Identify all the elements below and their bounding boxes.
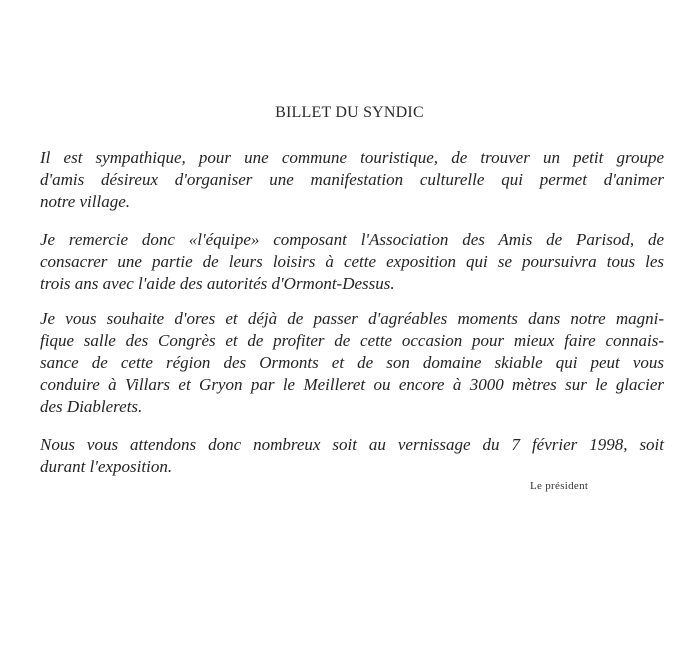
paragraph-line: notre village. — [40, 192, 131, 211]
paragraph-line: conduire à Villars et Gryon par le Meilleret ou encore à 3000 mètres sur le glacier — [40, 375, 664, 394]
paragraph-4 — [40, 434, 664, 478]
paragraph-3 — [40, 308, 664, 418]
document-title: BILLET DU SYNDIC — [275, 104, 424, 121]
paragraph-line: fique salle des Congrès et de profiter de cette occasion pour mieux faire connais- — [40, 331, 664, 350]
paragraph-line: des Diablerets. — [40, 397, 143, 416]
paragraph-line: sance de cette région des Ormonts et de son domaine skiable qui peut vous — [40, 353, 664, 372]
paragraph-line: Il est sympathique, pour une commune touristique, de trouver un petit groupe — [40, 148, 664, 167]
paragraph-line: d'amis désireux d'organiser une manifestation culturelle qui permet d'animer — [40, 170, 664, 189]
paragraph-line: durant l'exposition. — [40, 457, 173, 476]
paragraph-1 — [40, 147, 664, 213]
paragraph-line: Je remercie donc «l'équipe» composant l'Association des Amis de Parisod, de — [40, 230, 664, 249]
paragraph-2 — [40, 229, 664, 295]
paragraph-line: Je vous souhaite d'ores et déjà de passer d'agréables moments dans notre magni- — [40, 309, 664, 328]
paragraph-line: Nous vous attendons donc nombreux soit au vernissage du 7 février 1998, soit — [40, 435, 664, 454]
paragraph-line: consacrer une partie de leurs loisirs à cette exposition qui se poursuivra tous les — [40, 252, 664, 271]
paragraph-line: trois ans avec l'aide des autorités d'Ormont-Dessus. — [40, 274, 395, 293]
signature: Le président — [530, 480, 589, 492]
